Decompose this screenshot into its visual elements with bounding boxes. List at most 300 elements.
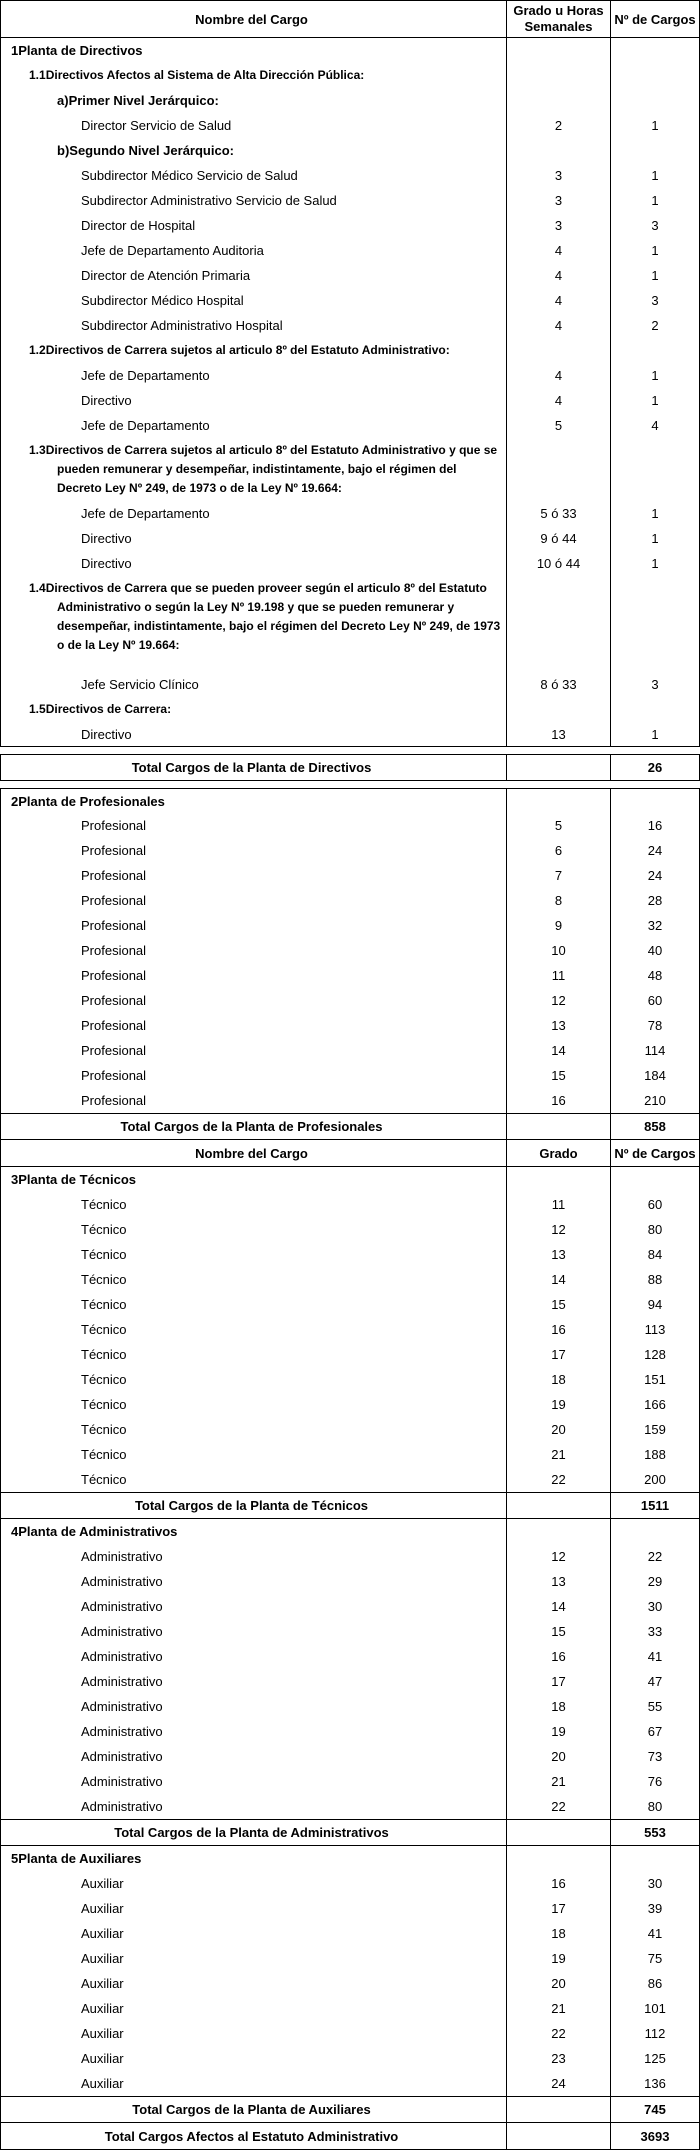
- cargo-label: Profesional: [81, 1043, 147, 1058]
- cargo-label: Técnico: [81, 1372, 127, 1387]
- cell-grado: [507, 576, 611, 658]
- cell-grado: [507, 88, 611, 113]
- cargos-value: 32: [647, 918, 663, 933]
- label-wrap: [1, 1599, 502, 1614]
- cell-nombre-del-cargo: [1, 963, 507, 988]
- cargo-label: Jefe de Departamento Auditoria: [81, 243, 264, 258]
- cell-nombre-del-cargo: [1, 658, 507, 672]
- grado-value: 16: [551, 1322, 566, 1337]
- item-row: [0, 1694, 700, 1719]
- total-value: 745: [644, 2102, 666, 2117]
- cell-grado: [507, 1594, 611, 1619]
- cell-nombre-del-cargo: [1, 722, 507, 746]
- grado-value: 13: [551, 1574, 566, 1589]
- cell-num-cargos: [611, 2071, 699, 2096]
- cell-grado: [507, 1192, 611, 1217]
- cell-num-cargos: [611, 1644, 699, 1669]
- cargo-label: Técnico: [81, 1197, 127, 1212]
- sub-row: [0, 697, 700, 722]
- label-wrap: [1, 438, 502, 501]
- cell-grado: [507, 1442, 611, 1467]
- grado-value: 20: [551, 1976, 566, 1991]
- cell-num-cargos: [611, 1971, 699, 1996]
- label-wrap: [1, 1397, 502, 1412]
- grado-value: 2: [554, 118, 563, 133]
- cell-nombre-del-cargo: [1, 576, 507, 658]
- item-row: [0, 526, 700, 551]
- column-header-cargos: Nº de Cargos: [614, 1145, 696, 1161]
- label-wrap: [1, 1447, 502, 1462]
- grado-value: 14: [551, 1272, 566, 1287]
- cargos-value: 67: [647, 1724, 663, 1739]
- cargo-label: Administrativo: [81, 1699, 163, 1714]
- label-wrap: [1, 727, 502, 742]
- cargos-value: 114: [644, 1043, 666, 1058]
- cargo-label: Directivo: [81, 726, 132, 742]
- cell-num-cargos: [611, 913, 699, 938]
- cell-nombre-del-cargo: [1, 1644, 507, 1669]
- cargo-label: Profesional: [81, 1068, 147, 1083]
- item-row: [0, 1417, 700, 1442]
- item-row: [0, 1038, 700, 1063]
- cell-grado: [507, 1846, 611, 1871]
- cell-grado: [507, 1342, 611, 1367]
- cargos-value: 1: [651, 368, 659, 383]
- cargos-value: 39: [647, 1901, 663, 1916]
- cargos-value: 1: [651, 506, 659, 521]
- section-row: [0, 1846, 700, 1871]
- sub-row: [0, 438, 700, 501]
- label-wrap: [1, 843, 502, 858]
- cell-nombre-del-cargo: [1, 338, 507, 363]
- cell-nombre-del-cargo: [1, 2021, 507, 2046]
- cell-grado: [507, 1971, 611, 1996]
- item-row: [0, 1317, 700, 1342]
- label-wrap: [1, 368, 502, 383]
- cell-grado: [507, 1167, 611, 1192]
- cell-nombre-del-cargo: [1, 1769, 507, 1794]
- item-row: [0, 1719, 700, 1744]
- label-wrap: [1, 868, 502, 883]
- cell-grado: [507, 113, 611, 138]
- cell-grado: [507, 188, 611, 213]
- cell-num-cargos: [611, 1594, 699, 1619]
- grado-header-line2: Semanales: [524, 19, 593, 34]
- total-value: 858: [644, 1119, 666, 1134]
- cell-nombre-del-cargo: [1, 113, 507, 138]
- item-row: [0, 1946, 700, 1971]
- cell-num-cargos: [611, 88, 699, 113]
- cargos-value: 73: [647, 1749, 663, 1764]
- label-wrap: [1, 1247, 502, 1262]
- cargos-value: 136: [644, 2076, 666, 2091]
- cargos-value: 30: [647, 1876, 663, 1891]
- cell-grado: [507, 1392, 611, 1417]
- grado-value: 6: [554, 843, 563, 858]
- grado-value: 10: [551, 943, 566, 958]
- cell-num-cargos: [611, 1140, 699, 1166]
- item-row: [0, 1644, 700, 1669]
- total-row: [0, 1492, 700, 1519]
- cell-nombre-del-cargo: [1, 863, 507, 888]
- cell-nombre-del-cargo: [1, 1317, 507, 1342]
- cell-num-cargos: [611, 1569, 699, 1594]
- cargo-label: Profesional: [81, 843, 147, 858]
- cargo-label: Auxiliar: [81, 1951, 124, 1966]
- cell-num-cargos: [611, 2021, 699, 2046]
- cell-num-cargos: [611, 1820, 699, 1845]
- cargo-label: Subdirector Médico Hospital: [81, 293, 244, 308]
- label-wrap: [1, 293, 502, 308]
- cell-num-cargos: [611, 1267, 699, 1292]
- item-row: [0, 2021, 700, 2046]
- cell-nombre-del-cargo: [1, 838, 507, 863]
- grado-value: 8: [554, 893, 563, 908]
- label-wrap: [1, 1749, 502, 1764]
- grado-value: 19: [551, 1951, 566, 1966]
- cell-num-cargos: [611, 1417, 699, 1442]
- cargo-label: Técnico: [81, 1347, 127, 1362]
- total-value: 1511: [640, 1498, 670, 1513]
- row-label: Planta de Administrativos: [18, 1524, 178, 1539]
- total-value: 553: [644, 1825, 666, 1840]
- label-wrap: [1, 1926, 502, 1941]
- cargo-label: Técnico: [81, 1422, 127, 1437]
- label-wrap: [1, 143, 502, 158]
- cargos-value: 75: [647, 1951, 663, 1966]
- item-row: [0, 813, 700, 838]
- cell-nombre-del-cargo: [1, 1619, 507, 1644]
- grado-value: 5: [554, 818, 563, 833]
- cell-grado: [507, 288, 611, 313]
- item-row: [0, 1794, 700, 1819]
- cargo-label: Administrativo: [81, 1574, 163, 1589]
- label-wrap: [1, 1347, 502, 1362]
- cargos-value: 86: [647, 1976, 663, 1991]
- item-row: [0, 413, 700, 438]
- cell-grado: [507, 988, 611, 1013]
- cargo-label: Técnico: [81, 1247, 127, 1262]
- cargo-label: Jefe Servicio Clínico: [81, 677, 199, 692]
- item-row: [0, 888, 700, 913]
- cell-nombre-del-cargo: [1, 1267, 507, 1292]
- cargo-label: Técnico: [81, 1447, 127, 1462]
- cell-nombre-del-cargo: [1, 1694, 507, 1719]
- cargos-value: 24: [647, 843, 663, 858]
- label-wrap: [1, 677, 502, 692]
- cell-num-cargos: [611, 388, 699, 413]
- cell-nombre-del-cargo: [1, 163, 507, 188]
- cargo-label: Técnico: [81, 1272, 127, 1287]
- item-row: [0, 988, 700, 1013]
- cell-nombre-del-cargo: [1, 138, 507, 163]
- cell-nombre-del-cargo: [1, 438, 507, 501]
- row-number: 2: [11, 793, 19, 809]
- cell-grado: [507, 1417, 611, 1442]
- cell-grado: [507, 138, 611, 163]
- cell-num-cargos: [611, 722, 699, 746]
- letter-row: [0, 138, 700, 163]
- cargos-value: 101: [644, 2001, 666, 2016]
- cell-grado: [507, 1013, 611, 1038]
- grado-value: 13: [551, 1247, 566, 1262]
- grado-value: 4: [554, 368, 563, 383]
- cell-nombre-del-cargo: [1, 1744, 507, 1769]
- grado-value: 24: [551, 2076, 566, 2091]
- item-row: [0, 963, 700, 988]
- row-label: Directivos de Carrera:: [45, 702, 172, 716]
- label-wrap: [1, 1472, 502, 1487]
- item-row: [0, 1594, 700, 1619]
- sub-row: [0, 63, 700, 88]
- item-row: [0, 838, 700, 863]
- label-wrap: [1, 218, 502, 233]
- cargos-value: 1: [651, 531, 659, 546]
- cell-num-cargos: [611, 113, 699, 138]
- cell-nombre-del-cargo: [1, 1719, 507, 1744]
- cell-num-cargos: [611, 263, 699, 288]
- row-label: Planta de Directivos: [18, 43, 143, 58]
- row-label: Primer Nivel Jerárquico:: [68, 93, 219, 108]
- item-row: [0, 263, 700, 288]
- cargos-value: 78: [647, 1018, 663, 1033]
- cell-grado: [507, 238, 611, 263]
- label-wrap: [1, 1272, 502, 1287]
- grado-value: 4: [554, 243, 563, 258]
- column-header-nombre: Nombre del Cargo: [195, 1145, 308, 1161]
- cell-nombre-del-cargo: [1, 2123, 507, 2149]
- item-row: [0, 1063, 700, 1088]
- label-wrap: [1, 1422, 502, 1437]
- cell-num-cargos: [611, 163, 699, 188]
- cell-grado: [507, 1946, 611, 1971]
- cargos-value: 1: [651, 168, 659, 183]
- label-wrap: [1, 1197, 502, 1212]
- table-gap: [0, 781, 700, 788]
- row-label: Segundo Nivel Jerárquico:: [69, 143, 234, 158]
- cargos-value: 60: [647, 1197, 663, 1212]
- cell-nombre-del-cargo: [1, 188, 507, 213]
- cell-num-cargos: [611, 1694, 699, 1719]
- grado-value: 9 ó 44: [540, 531, 577, 546]
- cell-nombre-del-cargo: [1, 1820, 507, 1845]
- cell-num-cargos: [611, 1342, 699, 1367]
- cell-num-cargos: [611, 1367, 699, 1392]
- row-label: Directivos de Carrera sujetos al articulo 8º del Estatuto Administrativo:: [45, 343, 450, 357]
- cell-grado: [507, 813, 611, 838]
- cell-nombre-del-cargo: [1, 1896, 507, 1921]
- cell-num-cargos: [611, 363, 699, 388]
- label-wrap: [1, 968, 502, 983]
- section-row: [0, 1167, 700, 1192]
- cell-num-cargos: [611, 1114, 699, 1139]
- cargos-value: 113: [644, 1322, 666, 1337]
- cell-grado: [507, 1544, 611, 1569]
- cargo-label: Director de Atención Primaria: [81, 268, 251, 283]
- grado-value: 8 ó 33: [540, 677, 577, 692]
- cargo-label: Profesional: [81, 1018, 147, 1033]
- label-wrap: [1, 1876, 502, 1891]
- label-wrap: [1, 393, 502, 408]
- cell-num-cargos: [611, 288, 699, 313]
- item-row: [0, 1544, 700, 1569]
- cell-nombre-del-cargo: [1, 388, 507, 413]
- row-number: b): [57, 143, 70, 158]
- cell-nombre-del-cargo: [1, 2046, 507, 2071]
- cell-num-cargos: [611, 1769, 699, 1794]
- grado-value: 12: [551, 1222, 566, 1237]
- cell-grado: [507, 1921, 611, 1946]
- cargos-value: 1: [651, 193, 659, 208]
- item-row: [0, 2046, 700, 2071]
- item-row: [0, 2071, 700, 2096]
- cell-grado: [507, 697, 611, 722]
- cell-nombre-del-cargo: [1, 288, 507, 313]
- cell-num-cargos: [611, 1167, 699, 1192]
- cell-grado: [507, 1719, 611, 1744]
- cell-num-cargos: [611, 1946, 699, 1971]
- cell-grado: [507, 526, 611, 551]
- cargo-label: Profesional: [81, 868, 147, 883]
- cell-grado: [507, 63, 611, 88]
- label-wrap: [1, 1724, 502, 1739]
- cargos-value: 41: [647, 1649, 663, 1664]
- cell-grado: [507, 1038, 611, 1063]
- cell-nombre-del-cargo: [1, 1242, 507, 1267]
- cargo-label: Profesional: [81, 1093, 147, 1108]
- cargos-value: 151: [644, 1372, 666, 1387]
- cell-num-cargos: [611, 1719, 699, 1744]
- cargos-value: 33: [647, 1624, 663, 1639]
- cell-num-cargos: [611, 1013, 699, 1038]
- grado-value: 13: [551, 726, 566, 742]
- grado-value: 12: [551, 1549, 566, 1564]
- cell-grado: [507, 863, 611, 888]
- grado-value: 18: [551, 1926, 566, 1941]
- label-wrap: [1, 93, 502, 108]
- cell-num-cargos: [611, 1619, 699, 1644]
- cell-num-cargos: [611, 1063, 699, 1088]
- cell-grado: [507, 313, 611, 338]
- label-wrap: [1, 2026, 502, 2041]
- cargo-label: Administrativo: [81, 1724, 163, 1739]
- grado-value: 18: [551, 1372, 566, 1387]
- grado-value: 16: [551, 1876, 566, 1891]
- grado-value: 14: [551, 1043, 566, 1058]
- item-row: [0, 1921, 700, 1946]
- grado-value: 13: [551, 1018, 566, 1033]
- grado-value: 17: [551, 1674, 566, 1689]
- label-wrap: [1, 697, 502, 722]
- column-header-cargos: Nº de Cargos: [614, 11, 696, 27]
- item-row: [0, 1192, 700, 1217]
- grado-value: 22: [551, 2026, 566, 2041]
- label-wrap: [1, 1976, 502, 1991]
- cell-grado: [507, 388, 611, 413]
- cargos-value: 84: [647, 1247, 663, 1262]
- cargo-label: Técnico: [81, 1322, 127, 1337]
- grado-value: 9: [554, 918, 563, 933]
- cargos-value: 166: [644, 1397, 666, 1412]
- cell-grado: [507, 338, 611, 363]
- cell-grado: [507, 913, 611, 938]
- cell-num-cargos: [611, 213, 699, 238]
- cargos-value: 4: [651, 418, 659, 433]
- item-row: [0, 1744, 700, 1769]
- item-row: [0, 213, 700, 238]
- cell-nombre-del-cargo: [1, 1794, 507, 1819]
- label-wrap: [1, 1851, 502, 1866]
- cargos-value: 159: [644, 1422, 666, 1437]
- table-gap: [0, 747, 700, 754]
- cargo-label: Auxiliar: [81, 1926, 124, 1941]
- label-wrap: [1, 1222, 502, 1237]
- cell-nombre-del-cargo: [1, 1063, 507, 1088]
- item-row: [0, 1467, 700, 1492]
- cell-num-cargos: [611, 1519, 699, 1544]
- cell-nombre-del-cargo: [1, 1217, 507, 1242]
- label-wrap: [1, 43, 502, 58]
- cell-num-cargos: [611, 888, 699, 913]
- cell-grado: [507, 1292, 611, 1317]
- cell-num-cargos: [611, 551, 699, 576]
- total-label: Total Cargos de la Planta de Profesionales: [120, 1119, 383, 1134]
- grado-value: 21: [551, 1774, 566, 1789]
- grado-value: 21: [551, 1447, 566, 1462]
- cargo-label: Auxiliar: [81, 2001, 124, 2016]
- cargos-value: 40: [647, 943, 663, 958]
- cell-num-cargos: [611, 1392, 699, 1417]
- cargo-label: Profesional: [81, 968, 147, 983]
- grado-value: 21: [551, 2001, 566, 2016]
- cell-grado: [507, 438, 611, 501]
- cargo-label: Administrativo: [81, 1624, 163, 1639]
- cargo-label: Directivo: [81, 531, 132, 546]
- cell-num-cargos: [611, 672, 699, 697]
- row-number: 3: [11, 1172, 19, 1187]
- cell-grado: [507, 1519, 611, 1544]
- cell-grado: [507, 2097, 611, 2122]
- label-wrap: [1, 1172, 502, 1187]
- grado-value: 3: [554, 168, 563, 183]
- cargo-label: Subdirector Administrativo Hospital: [81, 318, 283, 333]
- letter-row: [0, 88, 700, 113]
- label-wrap: [1, 1799, 502, 1814]
- total-value: 3693: [640, 2128, 670, 2144]
- cell-grado: [507, 1063, 611, 1088]
- cargo-label: Jefe de Departamento: [81, 418, 210, 433]
- cell-num-cargos: [611, 938, 699, 963]
- grado-value: 3: [554, 193, 563, 208]
- item-row: [0, 1392, 700, 1417]
- cell-nombre-del-cargo: [1, 1367, 507, 1392]
- cell-num-cargos: [611, 838, 699, 863]
- cargos-value: 200: [644, 1472, 666, 1487]
- grado-value: 3: [554, 218, 563, 233]
- cell-grado: [507, 551, 611, 576]
- cell-num-cargos: [611, 1669, 699, 1694]
- cell-num-cargos: [611, 38, 699, 63]
- cell-grado: [507, 1217, 611, 1242]
- cell-num-cargos: [611, 1192, 699, 1217]
- cargo-label: Subdirector Administrativo Servicio de Salud: [81, 193, 337, 208]
- cell-nombre-del-cargo: [1, 1013, 507, 1038]
- grado-value: 12: [551, 993, 566, 1008]
- cell-nombre-del-cargo: [1, 413, 507, 438]
- cell-nombre-del-cargo: [1, 38, 507, 63]
- header-row: [0, 0, 700, 38]
- item-row: [0, 1292, 700, 1317]
